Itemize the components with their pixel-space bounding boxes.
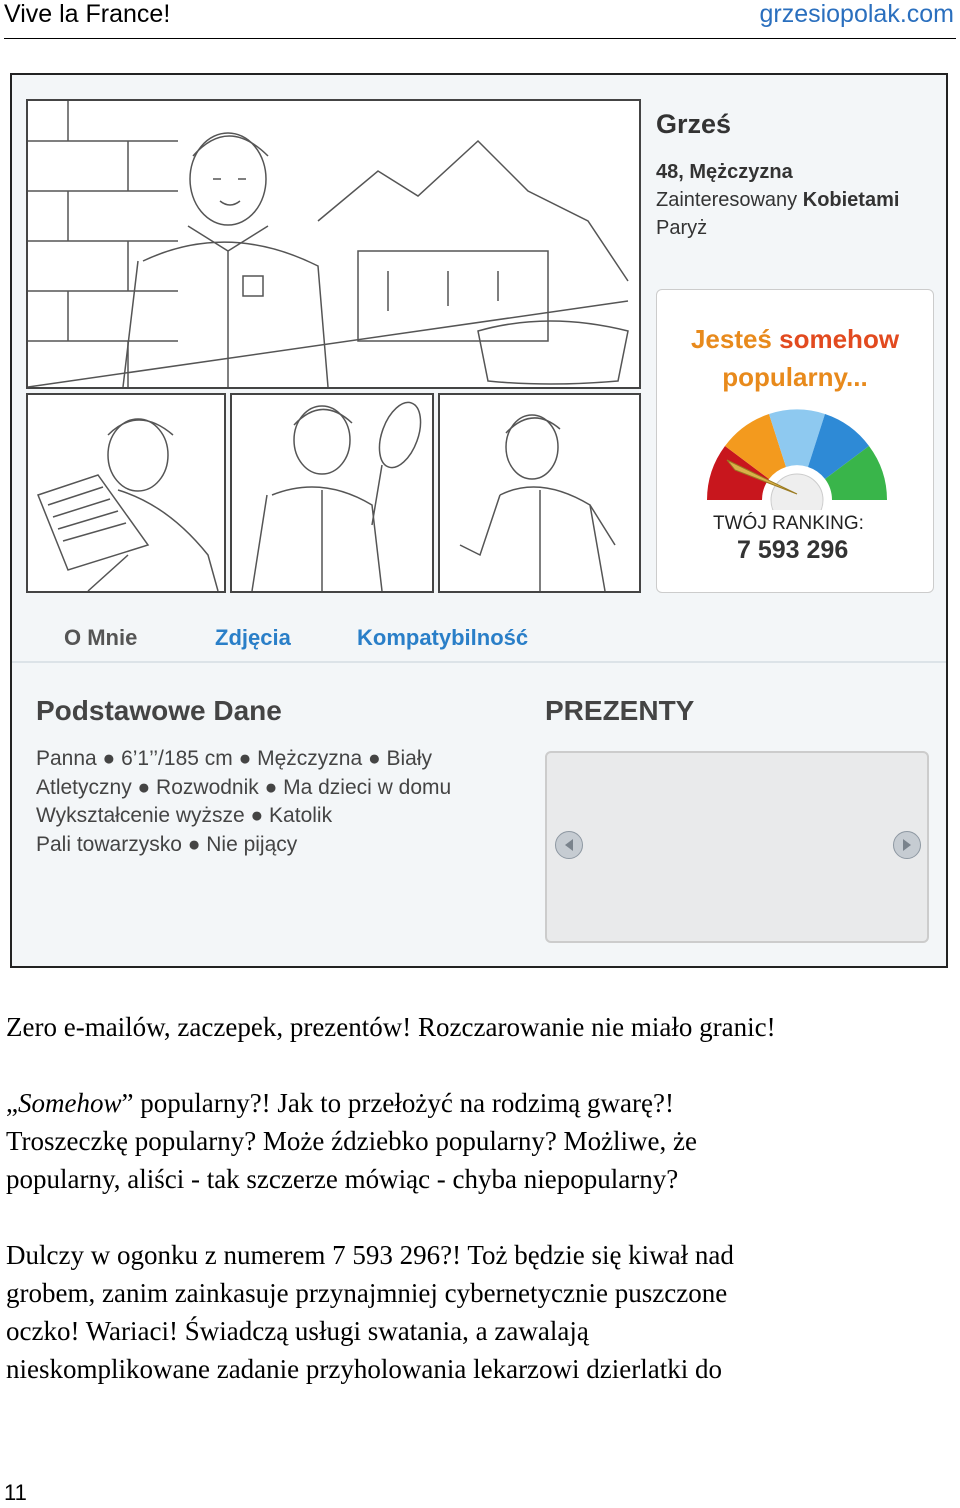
popularity-word-1: Jesteś	[690, 324, 772, 354]
interest-prefix: Zainteresowany	[656, 189, 798, 211]
paragraph-3-line-1: Dulczy w ogonku z numerem 7 593 296?! Toż będzie się kiwał nad	[6, 1240, 734, 1270]
gifts-carousel	[545, 751, 929, 943]
ranking-box	[656, 289, 934, 593]
tab-zdjecia[interactable]: Zdjęcia	[215, 625, 291, 650]
fact-line: Panna ● 6’1’’/185 cm ● Mężczyzna ● Biały	[36, 747, 433, 770]
document-header-title: Vive la France!	[4, 0, 171, 28]
tab-kompatybilnosc[interactable]: Kompatybilność	[357, 625, 529, 650]
comic-panel-main	[26, 99, 641, 389]
basic-data-list	[36, 745, 451, 859]
paragraph-2-line-2: Troszeczkę popularny? Może ździebko popularny? Możliwe, że	[6, 1126, 698, 1156]
popularity-word-3: popularny...	[722, 362, 868, 392]
popularity-text	[657, 320, 933, 396]
site-link[interactable]: grzesiopolak.com	[759, 0, 954, 28]
fact-line: Pali towarzysko ● Nie pijący	[36, 832, 298, 856]
fact-line: Atletyczny ● Rozwodnik ● Ma dzieci w domu	[36, 775, 452, 799]
ranking-label: TWÓJ RANKING:	[713, 513, 864, 534]
comic-panel-reading	[26, 393, 226, 593]
profile-city: Paryż	[656, 217, 708, 239]
comic-illustration-portrait	[28, 101, 639, 387]
profile-name: Grześ	[656, 109, 732, 139]
fact-line: Wykształcenie wyższe ● Katolik	[36, 804, 333, 827]
quote-open: „	[6, 1088, 18, 1118]
next-arrow-icon[interactable]	[893, 831, 921, 859]
paragraph-3-line-3: oczko! Wariaci! Świadczą usługi swatania, a zawalają	[6, 1316, 589, 1346]
header-rule	[4, 38, 956, 39]
paragraph-2-line-3: popularny, aliści - tak szczerze mówiąc - chyba niepopularny?	[6, 1164, 679, 1194]
comic-panel-running	[438, 393, 641, 593]
popularity-word-2: somehow	[779, 324, 900, 354]
interest-target: Kobietami	[802, 189, 900, 211]
profile-age-gender: 48, Mężczyzna	[656, 161, 793, 183]
profile-tabs	[12, 615, 946, 663]
paragraph-2-line-1	[6, 1084, 674, 1122]
page-number: 11	[4, 1480, 27, 1505]
tab-o-mnie[interactable]: O Mnie	[64, 625, 138, 650]
quote-close: ”	[121, 1088, 134, 1118]
comic-panel-tennis	[230, 393, 434, 593]
quoted-word: Somehow	[17, 1088, 122, 1118]
gifts-title: PREZENTY	[545, 695, 695, 726]
paragraph-2-line-1-rest: popularny?! Jak to przełożyć na rodzimą gwarę?!	[133, 1088, 674, 1118]
prev-arrow-icon[interactable]	[555, 831, 583, 859]
paragraph-1: Zero e-mailów, zaczepek, prezentów! Rozczarowanie nie miało granic!	[6, 1012, 776, 1042]
popularity-gauge-icon	[657, 390, 933, 510]
basic-data-title: Podstawowe Dane	[36, 695, 282, 726]
profile-card	[10, 73, 948, 968]
paragraph-3-line-2: grobem, zanim zainkasuje przynajmniej cybernetycznie puszczone	[6, 1278, 728, 1308]
ranking-value: 7 593 296	[737, 536, 849, 564]
paragraph-3-line-4: nieskomplikowane zadanie przyholowania lekarzowi dzierlatki do	[6, 1354, 722, 1384]
profile-interest	[656, 189, 899, 212]
